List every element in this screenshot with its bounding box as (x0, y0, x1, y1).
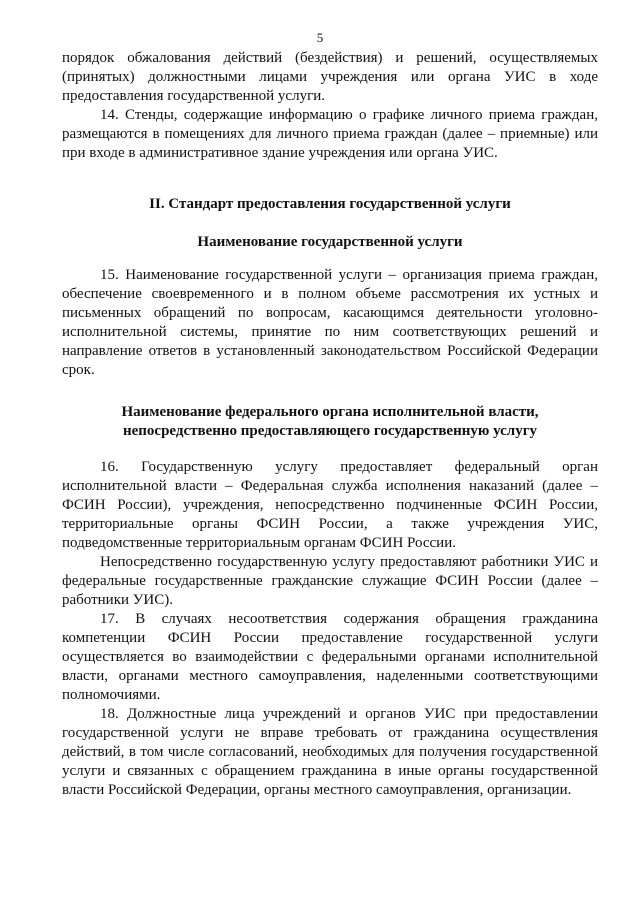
subheading-service-name: Наименование государственной услуги (197, 234, 463, 250)
main-block (62, 458, 598, 800)
paragraph-17: 17. В случаях несоответствия содержания обращения гражданина компетенции ФСИН России предоставление государственной услуги осуществляется во взаимодействии с федеральными органами исполнительной власти, органами местного самоуправления, наделенными соответствующими полномочиями. (62, 611, 598, 703)
paragraph-continuation: порядок обжалования действий (бездействия) и решений, осуществляемых (принятых) должностными лицами учреждения или органа УИС в ходе предоставления государственной услуги. (62, 50, 598, 104)
intro-block (62, 49, 598, 163)
subheading-2-block (62, 403, 598, 441)
paragraph-15: 15. Наименование государственной услуги – организация приема граждан, обеспечение своевременного и в полном объеме рассмотрения их устных и письменных обращений по вопросам, касающимся деятельности уголовно-исполнительной системы, принятие по ним соответствующих решений и направление ответов в установленный законодательством Российской Федерации срок. (62, 267, 598, 378)
paragraph-15-block (62, 266, 598, 380)
section-heading-block (62, 195, 598, 214)
paragraph-16-continued: Непосредственно государственную услугу предоставляют работники УИС и федеральные государственные гражданские служащие ФСИН России (далее – работники УИС). (62, 554, 598, 608)
subheading-federal-body-line2: непосредственно предоставляющего государственную услугу (122, 423, 538, 439)
paragraph-18: 18. Должностные лица учреждений и органов УИС при предоставлении государственной услуги не вправе требовать от гражданина осуществления действий, в том числе согласований, необходимых для получения государственной услуги и связанных с обращением гражданина в иные органы государственной власти Российской Федерации, органы местного самоуправления, организации. (62, 706, 598, 798)
subheading-federal-body-line1: Наименование федерального органа исполнительной власти, (121, 404, 539, 420)
paragraph-16: 16. Государственную услугу предоставляет федеральный орган исполнительной власти – Федеральная служба исполнения наказаний (далее – ФСИН России), учреждения, непосредственно подчиненные ФСИН России, территориальные органы ФСИН России, а также учреждения УИС, подведомственные территориальным органам ФСИН России. (62, 459, 598, 551)
subheading-1-block (62, 233, 598, 252)
page-number: 5 (316, 30, 324, 45)
section-heading: II. Стандарт предоставления государственной услуги (149, 196, 511, 212)
paragraph-14: 14. Стенды, содержащие информацию о графике личного приема граждан, размещаются в помещениях для личного приема граждан (далее – приемные) или при входе в административное здание учреждения или органа УИС. (62, 107, 598, 161)
